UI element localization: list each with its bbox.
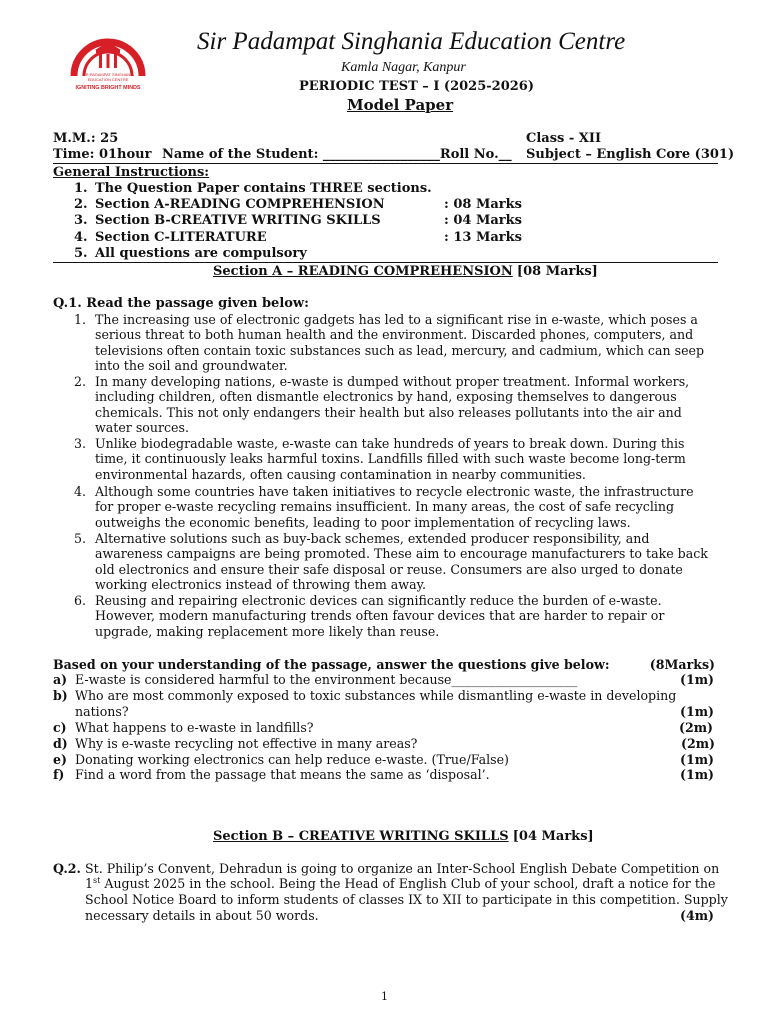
section-b-title: Section B – CREATIVE WRITING SKILLS xyxy=(213,829,509,844)
q2-line-4: necessary details in about 50 words. xyxy=(85,908,319,923)
passage-paragraph: Although some countries have taken initiatives to recycle electronic waste, the infrastructure for proper e-waste recycling remains insufficient. In many areas, the cost of safe recycling outweighs the economic benefits, leading to poor implementation of recycling laws. xyxy=(95,484,694,530)
q2-line-2-text: August 2025 in the school. Being the Head of English Club of your school, draft a notice for the xyxy=(100,876,716,892)
passage-paragraph: Alternative solutions such as buy-back schemes, extended producer responsibility, and awareness campaigns are being promoted. These aim to encourage manufacturers to take back old electronics and ensure their safe disposal or reuse. Consumers are also urged to donate working electronics instead of throwing them away. xyxy=(95,531,708,593)
paper-title: Model Paper xyxy=(347,96,454,114)
question-text: Donating working electronics can help reduce e-waste. (True/False) xyxy=(75,752,509,767)
q2-line-3: School Notice Board to inform students of classes IX to XII to participate in this competition. Supply xyxy=(85,892,728,907)
section-a-title: Section A – READING COMPREHENSION xyxy=(213,264,513,279)
instruction-number: 4. xyxy=(74,230,88,245)
section-a-heading xyxy=(213,264,598,279)
paragraph-number: 5. xyxy=(74,531,87,546)
instruction-text: Section C-LITERATURE xyxy=(95,230,267,245)
question-label: f) xyxy=(53,767,65,782)
instruction-number: 3. xyxy=(74,213,88,228)
question-marks: (1m) xyxy=(679,672,714,687)
q2-marks: (4m) xyxy=(679,908,714,923)
page-number: 1 xyxy=(381,990,388,1003)
question-label: b) xyxy=(53,688,68,703)
question-label: a) xyxy=(53,672,68,687)
logo-text-top: SIR PADAMPAT SINGHANIA xyxy=(82,72,134,77)
instruction-text: Section B-CREATIVE WRITING SKILLS xyxy=(95,213,381,228)
q1-label: Q.1. Read the passage given below: xyxy=(53,296,309,311)
divider-instructions xyxy=(53,262,718,263)
instruction-marks: : 13 Marks xyxy=(444,230,522,245)
instruction-marks: : 08 Marks xyxy=(444,197,522,212)
instruction-number: 5. xyxy=(74,246,88,261)
question-text-continued: nations? xyxy=(75,704,129,719)
section-b-heading xyxy=(213,829,594,844)
q2-line-1: St. Philip’s Convent, Dehradun is going to organize an Inter-School English Debate Competition on xyxy=(85,861,720,876)
instruction-number: 2. xyxy=(74,197,88,212)
logo-text-mid: EDUCATION CENTRE xyxy=(87,77,129,82)
questions-total-marks: (8Marks) xyxy=(649,657,715,672)
question-text: Find a word from the passage that means the same as ‘disposal’. xyxy=(75,767,490,782)
passage-paragraph: Unlike biodegradable waste, e-waste can take hundreds of years to break down. During this time, it continuously leaks harmful toxins. Landfills filled with such waste become long-term environmental hazards, often causing contamination in nearby communities. xyxy=(95,436,686,482)
q2-date-day: 1 xyxy=(85,876,94,892)
paragraph-number: 3. xyxy=(74,436,87,451)
class-label: Class - XII xyxy=(526,131,602,146)
question-label: d) xyxy=(53,736,68,751)
question-marks: (1m) xyxy=(679,752,714,767)
q2-date-suffix: st xyxy=(93,876,101,885)
school-location: Kamla Nagar, Kanpur xyxy=(341,60,466,75)
instruction-text: The Question Paper contains THREE sections. xyxy=(95,181,432,196)
paragraph-number: 6. xyxy=(74,593,87,608)
question-marks: (1m) xyxy=(679,704,714,719)
question-text: Why is e-waste recycling not effective in many areas? xyxy=(75,736,418,751)
questions-heading: Based on your understanding of the passage, answer the questions give below: xyxy=(53,657,610,672)
passage-paragraph: In many developing nations, e-waste is dumped without proper treatment. Informal workers, including children, often dismantle electronics by hand, exposing themselves to dangerous chemicals. This not only endangers their health but also releases pollutants into the air and water sources. xyxy=(95,374,690,436)
instruction-number: 1. xyxy=(74,181,88,196)
instructions-heading: General Instructions: xyxy=(53,165,210,180)
q2-label: Q.2. xyxy=(53,861,81,876)
passage-paragraph: The increasing use of electronic gadgets has led to a significant rise in e-waste, which poses a serious threat to both human health and the environment. Discarded phones, computers, and televisions often contain toxic substances such as lead, mercury, and cadmium, which can seep into the soil and groundwater. xyxy=(95,312,705,374)
q2-line-2 xyxy=(85,876,715,891)
question-text: Who are most commonly exposed to toxic substances while dismantling e-waste in developing xyxy=(75,688,677,703)
section-b-marks: [04 Marks] xyxy=(512,829,594,844)
paragraph-number: 4. xyxy=(74,484,87,499)
logo-tagline: IGNITING BRIGHT MINDS xyxy=(75,85,141,91)
question-label: c) xyxy=(53,720,67,735)
school-logo xyxy=(66,32,150,92)
student-name-roll: Name of the Student: __________________Roll No.__ xyxy=(162,147,512,162)
subject-label: Subject – English Core (301) xyxy=(526,147,735,162)
instruction-text: Section A-READING COMPREHENSION xyxy=(95,197,385,212)
question-marks: (2m) xyxy=(680,736,715,751)
instruction-text: All questions are compulsory xyxy=(95,246,307,261)
test-title: PERIODIC TEST – I (2025-2026) xyxy=(299,79,534,94)
paragraph-number: 2. xyxy=(74,374,87,389)
time-label: Time: 01hour xyxy=(53,147,152,162)
question-marks: (1m) xyxy=(679,767,714,782)
section-a-marks: [08 Marks] xyxy=(516,264,598,279)
paragraph-number: 1. xyxy=(74,312,87,327)
max-marks: M.M.: 25 xyxy=(53,131,119,146)
instruction-marks: : 04 Marks xyxy=(444,213,522,228)
school-name: Sir Padampat Singhania Education Centre xyxy=(197,28,626,55)
question-label: e) xyxy=(53,752,67,767)
question-text: What happens to e-waste in landfills? xyxy=(75,720,314,735)
divider-top xyxy=(53,163,718,164)
question-text: E-waste is considered harmful to the environment because____________________ xyxy=(75,672,578,687)
passage-paragraph: Reusing and repairing electronic devices can significantly reduce the burden of e-waste. However, modern manufacturing trends often favour devices that are harder to repair or upgrade, making replacement more likely than reuse. xyxy=(95,593,665,639)
question-marks: (2m) xyxy=(678,720,713,735)
